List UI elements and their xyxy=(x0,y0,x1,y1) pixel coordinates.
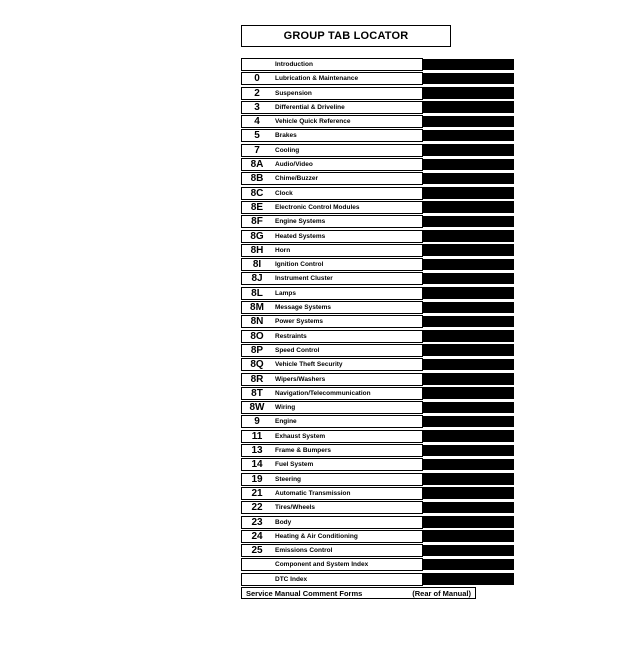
tab-cell xyxy=(241,187,423,200)
black-tab-marker xyxy=(423,387,514,399)
tab-cell xyxy=(241,473,423,486)
tab-row[interactable] xyxy=(241,201,514,215)
tab-row[interactable] xyxy=(241,344,514,358)
tab-row[interactable] xyxy=(241,301,514,315)
group-number: 9 xyxy=(254,416,260,428)
black-tab-marker xyxy=(423,59,514,71)
tab-cell xyxy=(241,215,423,228)
tab-row[interactable] xyxy=(241,272,514,286)
tab-row[interactable] xyxy=(241,172,514,186)
tab-row[interactable] xyxy=(241,258,514,272)
group-number: 25 xyxy=(251,545,263,557)
tab-row[interactable] xyxy=(241,373,514,387)
footer-label: Service Manual Comment Forms xyxy=(246,588,363,598)
group-number: 8H xyxy=(250,244,264,256)
group-number: 21 xyxy=(251,487,263,499)
tab-row[interactable] xyxy=(241,473,514,487)
tab-cell xyxy=(241,272,423,285)
black-tab-marker xyxy=(423,487,514,499)
group-label: Power Systems xyxy=(275,318,324,326)
group-number: 8Q xyxy=(250,359,264,371)
group-label: Exhaust System xyxy=(275,432,326,440)
tab-cell xyxy=(241,58,423,71)
tab-cell xyxy=(241,201,423,214)
black-tab-marker xyxy=(423,530,514,542)
group-number: 0 xyxy=(254,73,260,85)
group-number: 8A xyxy=(250,159,264,171)
group-number: 8C xyxy=(250,187,264,199)
tab-cell xyxy=(241,115,423,128)
tab-row[interactable] xyxy=(241,573,514,587)
tab-row[interactable] xyxy=(241,430,514,444)
group-label: Clock xyxy=(275,189,293,197)
group-number: 5 xyxy=(254,130,260,142)
tab-cell xyxy=(241,258,423,271)
black-tab-marker xyxy=(423,559,514,571)
tab-cell xyxy=(241,373,423,386)
black-tab-marker xyxy=(423,73,514,85)
black-tab-marker xyxy=(423,130,514,142)
black-tab-marker xyxy=(423,545,514,557)
tab-row[interactable] xyxy=(241,158,514,172)
group-number: 22 xyxy=(251,502,263,514)
group-label: Vehicle Theft Security xyxy=(275,361,343,369)
group-number: 8T xyxy=(251,387,263,399)
black-tab-marker xyxy=(423,330,514,342)
tab-row[interactable] xyxy=(241,330,514,344)
group-label: Wiring xyxy=(275,404,296,412)
group-label: Message Systems xyxy=(275,304,332,312)
group-label: Steering xyxy=(275,475,302,483)
black-tab-marker xyxy=(423,573,514,585)
tab-cell xyxy=(241,544,423,557)
group-label: Component and System Index xyxy=(275,561,369,569)
black-tab-marker xyxy=(423,116,514,128)
black-tab-marker xyxy=(423,516,514,528)
group-label: Lubrication & Maintenance xyxy=(275,75,359,83)
tab-cell xyxy=(241,415,423,428)
tab-row[interactable] xyxy=(241,230,514,244)
group-label: Tires/Wheels xyxy=(275,504,315,512)
group-label: Instrument Cluster xyxy=(275,275,333,283)
tab-row[interactable] xyxy=(241,401,514,415)
group-label: Body xyxy=(275,518,292,526)
tab-cell xyxy=(241,72,423,85)
tab-row[interactable] xyxy=(241,215,514,229)
tab-row[interactable] xyxy=(241,516,514,530)
group-label: DTC Index xyxy=(275,575,308,583)
group-number: 8J xyxy=(251,273,263,285)
group-label: Differential & Driveline xyxy=(275,103,345,111)
group-label: Electronic Control Modules xyxy=(275,203,360,211)
tab-row[interactable] xyxy=(241,444,514,458)
tab-row[interactable] xyxy=(241,187,514,201)
tab-row[interactable] xyxy=(241,287,514,301)
tab-cell xyxy=(241,401,423,414)
black-tab-marker xyxy=(423,101,514,113)
group-number: 2 xyxy=(254,87,260,99)
tab-row[interactable] xyxy=(241,87,514,101)
group-label: Navigation/Telecommunication xyxy=(275,389,371,397)
tab-row[interactable] xyxy=(241,358,514,372)
group-number: 24 xyxy=(251,530,263,542)
tab-cell xyxy=(241,558,423,571)
tab-row[interactable] xyxy=(241,501,514,515)
black-tab-marker xyxy=(423,302,514,314)
tab-cell xyxy=(241,301,423,314)
group-label: Brakes xyxy=(275,132,297,140)
tab-cell xyxy=(241,101,423,114)
black-tab-marker xyxy=(423,187,514,199)
black-tab-marker xyxy=(423,430,514,442)
tab-row[interactable] xyxy=(241,530,514,544)
tab-cell xyxy=(241,158,423,171)
black-tab-marker xyxy=(423,416,514,428)
black-tab-marker xyxy=(423,502,514,514)
tab-row[interactable] xyxy=(241,101,514,115)
group-label: Fuel System xyxy=(275,461,314,469)
group-number: 8M xyxy=(250,302,264,314)
group-number: 8L xyxy=(251,287,263,299)
group-number: 8F xyxy=(251,216,263,228)
black-tab-marker xyxy=(423,287,514,299)
tab-cell xyxy=(241,444,423,457)
footer-note: (Rear of Manual) xyxy=(412,588,471,598)
group-label: Automatic Transmission xyxy=(275,489,351,497)
group-label: Engine xyxy=(275,418,297,426)
black-tab-marker xyxy=(423,316,514,328)
tab-row[interactable] xyxy=(241,129,514,143)
tab-cell xyxy=(241,144,423,157)
tab-cell xyxy=(241,458,423,471)
tab-row[interactable] xyxy=(241,144,514,158)
group-label: Suspension xyxy=(275,89,312,97)
tab-cell xyxy=(241,487,423,500)
group-label: Emissions Control xyxy=(275,547,333,555)
tab-row[interactable] xyxy=(241,558,514,572)
tab-cell xyxy=(241,430,423,443)
group-label: Heating & Air Conditioning xyxy=(275,532,358,540)
tab-cell xyxy=(241,516,423,529)
black-tab-marker xyxy=(423,230,514,242)
group-number: 8G xyxy=(250,230,264,242)
black-tab-marker xyxy=(423,216,514,228)
tab-cell xyxy=(241,330,423,343)
tab-cell xyxy=(241,172,423,185)
group-label: Cooling xyxy=(275,146,300,154)
group-number: 8B xyxy=(250,173,264,185)
group-label: Restraints xyxy=(275,332,307,340)
tab-row[interactable] xyxy=(241,315,514,329)
tab-list xyxy=(241,58,514,587)
group-number: 8P xyxy=(250,344,264,356)
tab-cell xyxy=(241,358,423,371)
group-number: 4 xyxy=(254,116,260,128)
black-tab-marker xyxy=(423,473,514,485)
black-tab-marker xyxy=(423,144,514,156)
group-number: 8I xyxy=(252,259,262,271)
black-tab-marker xyxy=(423,359,514,371)
black-tab-marker xyxy=(423,259,514,271)
tab-row[interactable] xyxy=(241,544,514,558)
tab-row[interactable] xyxy=(241,487,514,501)
group-number: 19 xyxy=(251,473,263,485)
tab-cell xyxy=(241,315,423,328)
group-number: 11 xyxy=(251,430,263,442)
group-number: 8N xyxy=(250,316,264,328)
group-label: Vehicle Quick Reference xyxy=(275,118,351,126)
group-number: 8E xyxy=(250,201,264,213)
black-tab-marker xyxy=(423,173,514,185)
black-tab-marker xyxy=(423,201,514,213)
group-number: 7 xyxy=(254,144,260,156)
tab-cell xyxy=(241,129,423,142)
tab-row[interactable] xyxy=(241,387,514,401)
tab-row[interactable] xyxy=(241,72,514,86)
group-label: Lamps xyxy=(275,289,296,297)
tab-cell xyxy=(241,230,423,243)
tab-row[interactable] xyxy=(241,415,514,429)
tab-cell xyxy=(241,87,423,100)
group-number: 8W xyxy=(249,402,265,414)
tab-row[interactable] xyxy=(241,458,514,472)
tab-row[interactable] xyxy=(241,58,514,72)
tab-cell xyxy=(241,530,423,543)
tab-cell xyxy=(241,573,423,586)
black-tab-marker xyxy=(423,159,514,171)
page-title: GROUP TAB LOCATOR xyxy=(241,25,451,47)
group-number: 8R xyxy=(250,373,264,385)
black-tab-marker xyxy=(423,459,514,471)
group-label: Horn xyxy=(275,246,291,254)
black-tab-marker xyxy=(423,87,514,99)
group-label: Chime/Buzzer xyxy=(275,175,318,183)
group-label: Audio/Video xyxy=(275,161,313,169)
tab-cell xyxy=(241,387,423,400)
group-label: Heated Systems xyxy=(275,232,326,240)
footer-box[interactable] xyxy=(241,587,476,599)
group-label: Ignition Control xyxy=(275,261,324,269)
tab-cell xyxy=(241,244,423,257)
group-label: Wipers/Washers xyxy=(275,375,326,383)
tab-cell xyxy=(241,287,423,300)
black-tab-marker xyxy=(423,402,514,414)
group-number: 23 xyxy=(251,516,263,528)
group-number: 13 xyxy=(251,445,263,457)
black-tab-marker xyxy=(423,244,514,256)
black-tab-marker xyxy=(423,373,514,385)
tab-cell xyxy=(241,344,423,357)
group-label: Engine Systems xyxy=(275,218,326,226)
group-number: 14 xyxy=(251,459,263,471)
black-tab-marker xyxy=(423,273,514,285)
tab-row[interactable] xyxy=(241,244,514,258)
group-label: Introduction xyxy=(275,61,313,68)
group-number: 3 xyxy=(254,101,260,113)
group-label: Speed Control xyxy=(275,346,320,354)
black-tab-marker xyxy=(423,445,514,457)
group-number: 8O xyxy=(250,330,264,342)
group-label: Frame & Bumpers xyxy=(275,447,331,455)
black-tab-marker xyxy=(423,344,514,356)
tab-cell xyxy=(241,501,423,514)
tab-row[interactable] xyxy=(241,115,514,129)
